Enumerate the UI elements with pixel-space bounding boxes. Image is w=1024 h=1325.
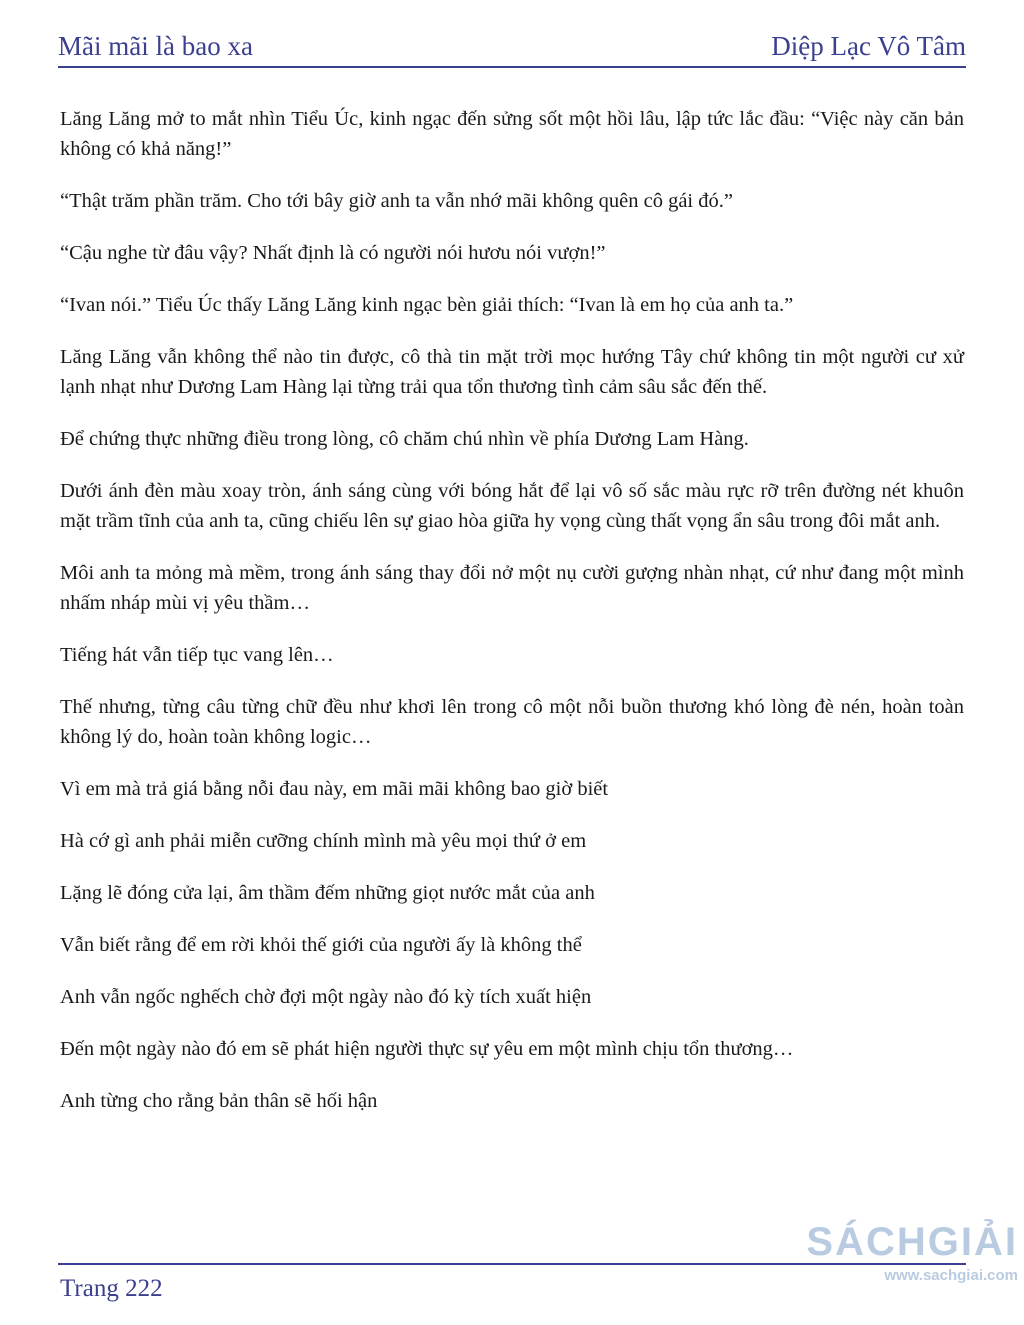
paragraph: Tiếng hát vẫn tiếp tục vang lên… — [60, 644, 334, 666]
paragraph: Lăng Lăng vẫn không thể nào tin được, cô thà tin mặt trời mọc hướng Tây chứ không tin một người cư xử lạnh nhạt như Dương Lam Hàng lại từng trải qua tổn thương tình cảm sâu sắc đến thế. — [60, 346, 964, 398]
lyric-line: Anh từng cho rằng bản thân sẽ hối hận — [60, 1090, 378, 1112]
page-header — [58, 22, 966, 68]
paragraph: Lăng Lăng mở to mắt nhìn Tiểu Úc, kinh ngạc đến sửng sốt một hồi lâu, lập tức lắc đầu: “Việc này căn bản không có khả năng!” — [60, 108, 964, 160]
paragraph: “Ivan nói.” Tiểu Úc thấy Lăng Lăng kinh ngạc bèn giải thích: “Ivan là em họ của anh ta.” — [60, 294, 794, 316]
watermark-logo-text: SÁCHGIẢI — [806, 1220, 1018, 1264]
lyric-line: Vì em mà trả giá bằng nỗi đau này, em mãi mãi không bao giờ biết — [60, 778, 609, 800]
lyric-line: Vẫn biết rằng để em rời khỏi thế giới của người ấy là không thể — [60, 934, 582, 956]
paragraph: Thế nhưng, từng câu từng chữ đều như khơi lên trong cô một nỗi buồn thương khó lòng đè nén, hoàn toàn không lý do, hoàn toàn không logic… — [60, 696, 964, 748]
page-body — [60, 104, 964, 1138]
book-title: Mãi mãi là bao xa — [58, 31, 253, 61]
paragraph: Để chứng thực những điều trong lòng, cô chăm chú nhìn về phía Dương Lam Hàng. — [60, 428, 749, 450]
author-name: Diệp Lạc Vô Tâm — [771, 31, 966, 61]
paragraph: Môi anh ta mỏng mà mềm, trong ánh sáng thay đổi nở một nụ cười gượng nhàn nhạt, cứ như đang một mình nhấm nháp mùi vị yêu thầm… — [60, 562, 964, 614]
watermark-logo — [806, 1222, 1018, 1283]
paragraph: “Cậu nghe từ đâu vậy? Nhất định là có người nói hươu nói vượn!” — [60, 242, 606, 264]
paragraph: Dưới ánh đèn màu xoay tròn, ánh sáng cùng với bóng hắt để lại vô số sắc màu rực rỡ trên đường nét khuôn mặt trầm tĩnh của anh ta, cũng chiếu lên sự giao hòa giữa hy vọng cùng thất vọng ẩn sâu trong đôi mắt anh. — [60, 480, 964, 532]
lyric-line: Lặng lẽ đóng cửa lại, âm thầm đếm những giọt nước mắt của anh — [60, 882, 595, 904]
lyric-line: Anh vẫn ngốc nghếch chờ đợi một ngày nào đó kỳ tích xuất hiện — [60, 986, 592, 1008]
lyric-line: Đến một ngày nào đó em sẽ phát hiện người thực sự yêu em một mình chịu tổn thương… — [60, 1038, 794, 1060]
watermark-url: www.sachgiai.com — [884, 1267, 1018, 1284]
lyric-line: Hà cớ gì anh phải miễn cưỡng chính mình mà yêu mọi thứ ở em — [60, 830, 587, 852]
page-number: Trang 222 — [60, 1275, 163, 1302]
paragraph: “Thật trăm phần trăm. Cho tới bây giờ anh ta vẫn nhớ mãi không quên cô gái đó.” — [60, 190, 733, 212]
